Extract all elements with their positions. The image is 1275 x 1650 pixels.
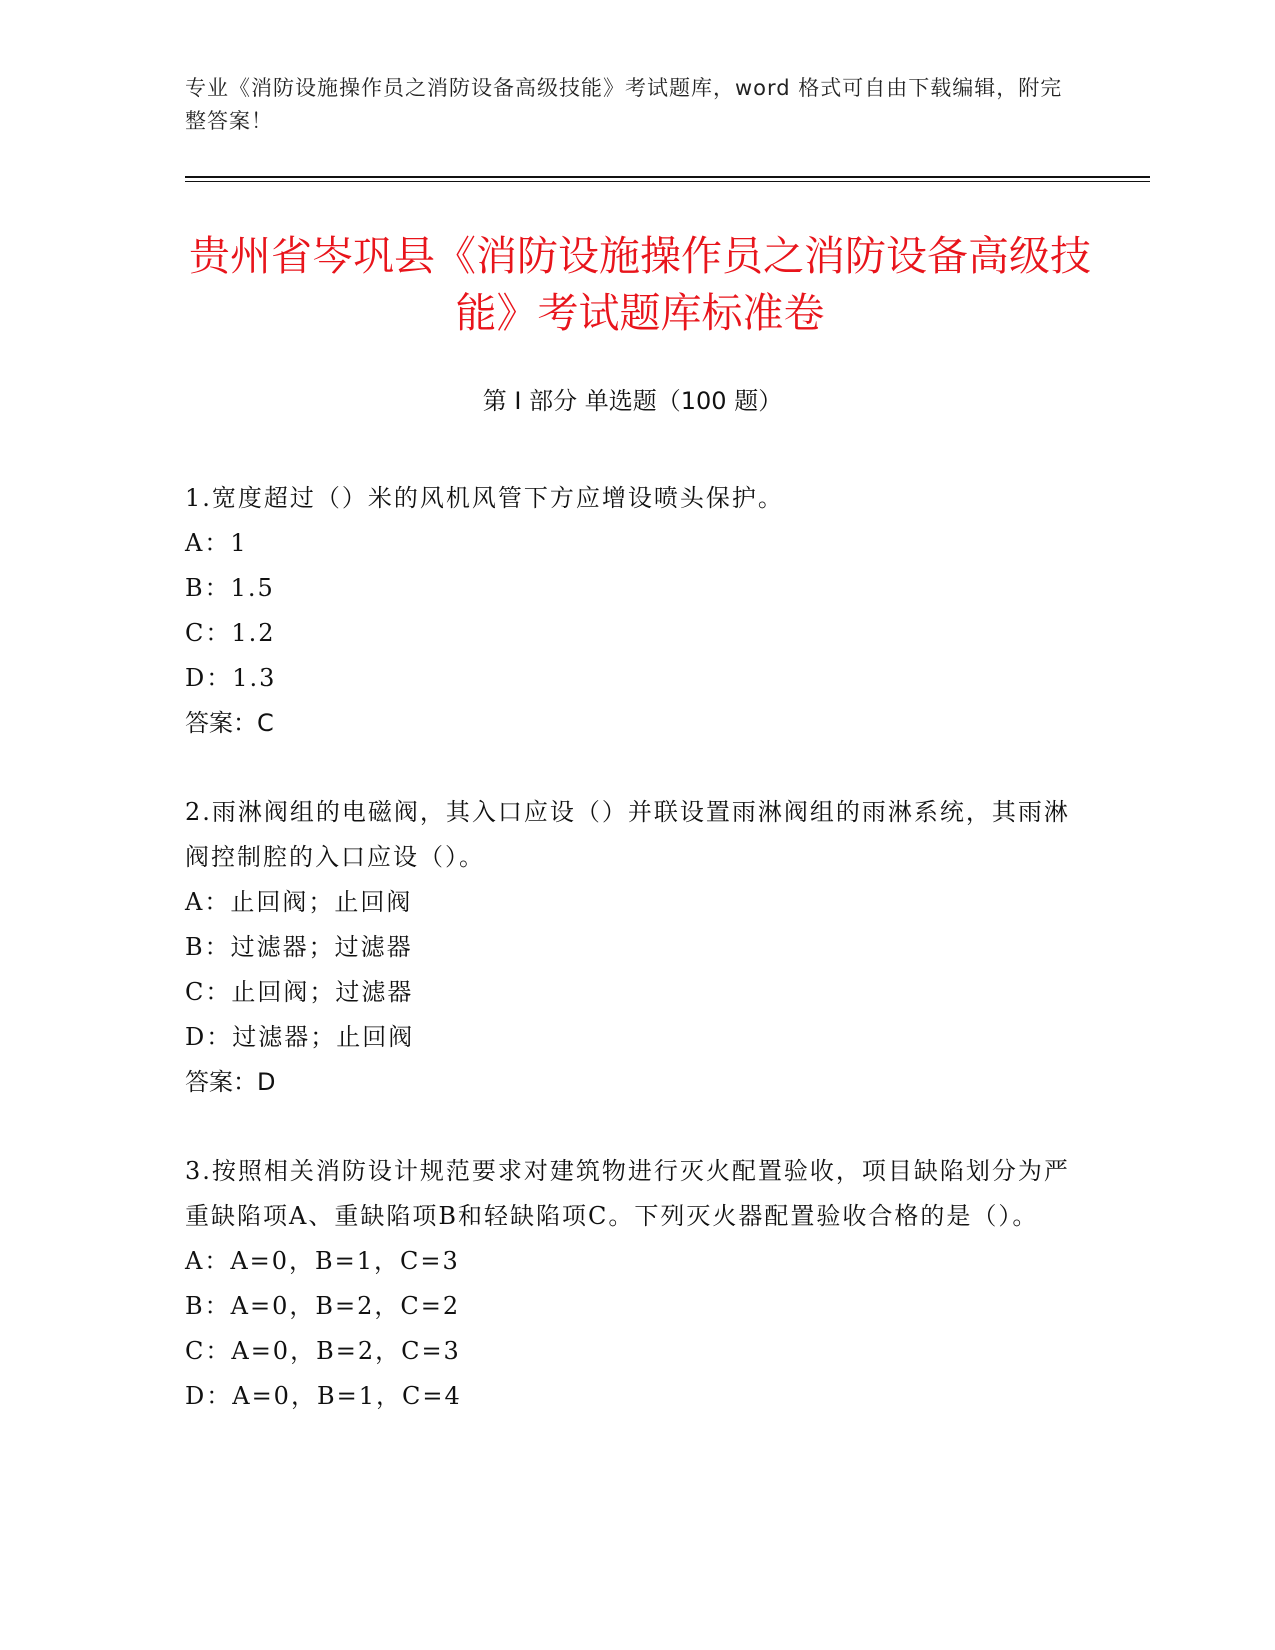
option-d: D：1.3 [185, 664, 277, 692]
header-divider-thin [185, 181, 1150, 182]
option-b: B：A=0，B=2，C=2 [185, 1292, 461, 1320]
document-title: 贵州省岑巩县《消防设施操作员之消防设备高级技能》考试题库标准卷 [189, 232, 1091, 337]
question-stem: 2.雨淋阀组的电磁阀，其入口应设（）并联设置雨淋阀组的雨淋系统，其雨淋阀控制腔的入口应设（）。 [185, 798, 1070, 871]
answer-line: 答案：C [185, 709, 274, 737]
question-stem: 3.按照相关消防设计规范要求对建筑物进行灭火配置验收，项目缺陷划分为严重缺陷项A、重缺陷项B和轻缺陷项C。下列灭火器配置验收合格的是（）。 [185, 1157, 1070, 1230]
question-stem: 1.宽度超过（）米的风机风管下方应增设喷头保护。 [185, 484, 784, 512]
header-divider-thick [185, 176, 1150, 178]
option-b: B：过滤器；过滤器 [185, 933, 413, 961]
question-list [185, 476, 1085, 1463]
question-2 [185, 790, 1085, 1105]
option-a: A：止回阀；止回阀 [185, 888, 413, 916]
option-d: D：过滤器；止回阀 [185, 1023, 415, 1051]
option-a: A：1 [185, 529, 248, 557]
option-c: C：A=0，B=2，C=3 [185, 1337, 461, 1365]
option-c: C：1.2 [185, 619, 276, 647]
question-1 [185, 476, 1085, 746]
option-b: B：1.5 [185, 574, 275, 602]
option-a: A：A=0，B=1，C=3 [185, 1247, 460, 1275]
header-note: 专业《消防设施操作员之消防设备高级技能》考试题库，word 格式可自由下载编辑，附完整答案！ [185, 76, 1063, 133]
question-3 [185, 1149, 1085, 1419]
option-d: D：A=0，B=1，C=4 [185, 1382, 462, 1410]
answer-line: 答案：D [185, 1068, 276, 1096]
option-c: C：止回阀；过滤器 [185, 978, 414, 1006]
section-title: 第 I 部分 单选题（100 题） [482, 387, 783, 415]
